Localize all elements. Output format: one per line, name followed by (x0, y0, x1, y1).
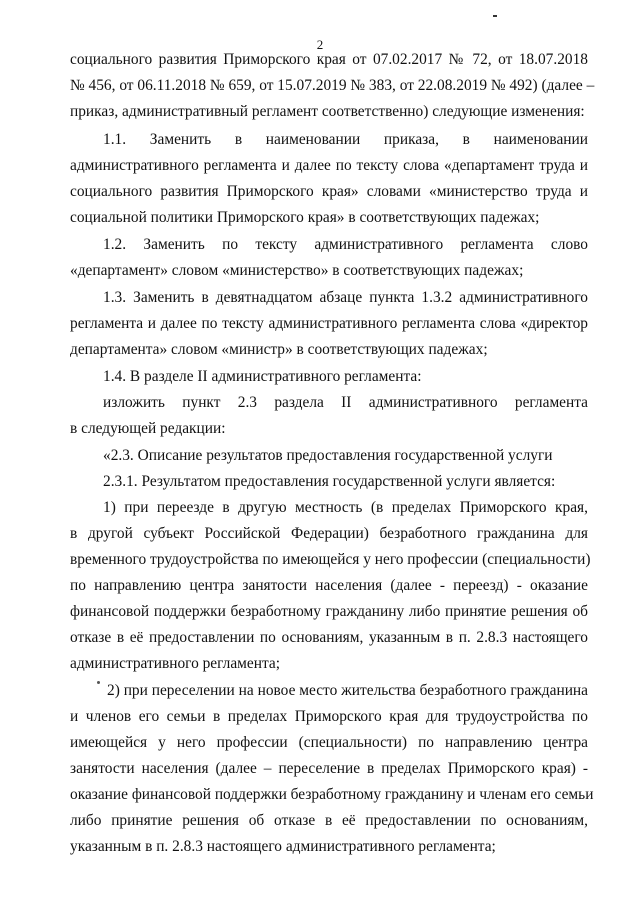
text-line: административного регламента; (70, 655, 281, 672)
text-line: указанным в п. 2.8.3 настоящего административного регламента; (70, 838, 496, 855)
text-line: департамента» словом «министр» в соответствующих падежах; (70, 341, 488, 358)
text-line: «2.3. Описание результатов предоставления государственной услуги (103, 447, 553, 464)
text-line: временного трудоустройства по имеющейся у него профессии (специальности) (70, 551, 591, 568)
text-line: 2.3.1. Результатом предоставления государственной услуги является: (103, 473, 556, 490)
text-line: либо принятие решения об отказе в её предоставлении по основаниям, (70, 812, 588, 829)
scan-mark (493, 15, 497, 17)
text-line: имеющейся у него профессии (специальности) по направлению центра (70, 734, 588, 751)
text-line: регламента и далее по тексту административного регламента слова «директор (70, 315, 588, 332)
text-line: «департамент» словом «министерство» в соответствующих падежах; (70, 262, 524, 279)
text-line: социальной политики Приморского края» в соответствующих падежах; (70, 209, 540, 226)
text-line: административного регламента и далее по тексту слова «департамент труда и (70, 157, 588, 174)
text-line: 1.4. В разделе II административного регламента: (103, 368, 422, 385)
text-line: приказ, административный регламент соответственно) следующие изменения: (70, 103, 585, 120)
text-line: отказе в её предоставлении по основаниям, указанным в п. 2.8.3 настоящего (70, 629, 588, 646)
scan-mark (97, 681, 100, 684)
text-line: № 456, от 06.11.2018 № 659, от 15.07.2019 № 383, от 22.08.2019 № 492) (далее – (70, 77, 595, 94)
text-line: социального развития Приморского края от 07.02.2017 № 72, от 18.07.2018 (70, 51, 588, 68)
text-line: в другой субъект Российской Федерации) безработного гражданина для (70, 525, 588, 542)
text-line: 1.3. Заменить в девятнадцатом абзаце пункта 1.3.2 административного (103, 289, 588, 306)
text-line: 2) при переселении на новое место жительства безработного гражданина (107, 682, 588, 699)
text-line: оказание финансовой поддержки безработному гражданину и членам его семьи (70, 786, 594, 803)
text-line: по направлению центра занятости населения (далее - переезд) - оказание (70, 577, 588, 594)
text-line: 1) при переезде в другую местность (в пределах Приморского края, (103, 499, 588, 516)
text-line: социального развития Приморского края» словами «министерство труда и (70, 183, 588, 200)
text-line: изложить пункт 2.3 раздела II административного регламента (103, 394, 588, 411)
text-line: 1.1. Заменить в наименовании приказа, в наименовании (103, 131, 588, 148)
text-line: и членов его семьи в пределах Приморского края для трудоустройства по (70, 708, 588, 725)
text-line: финансовой поддержки безработному гражданину либо принятие решения об (70, 603, 588, 620)
text-line: занятости населения (далее – переселение в пределах Приморского края) - (70, 760, 588, 777)
text-line: 1.2. Заменить по тексту административного регламента слово (103, 236, 588, 253)
page-number: 2 (316, 37, 324, 52)
text-line: в следующей редакции: (70, 420, 226, 437)
